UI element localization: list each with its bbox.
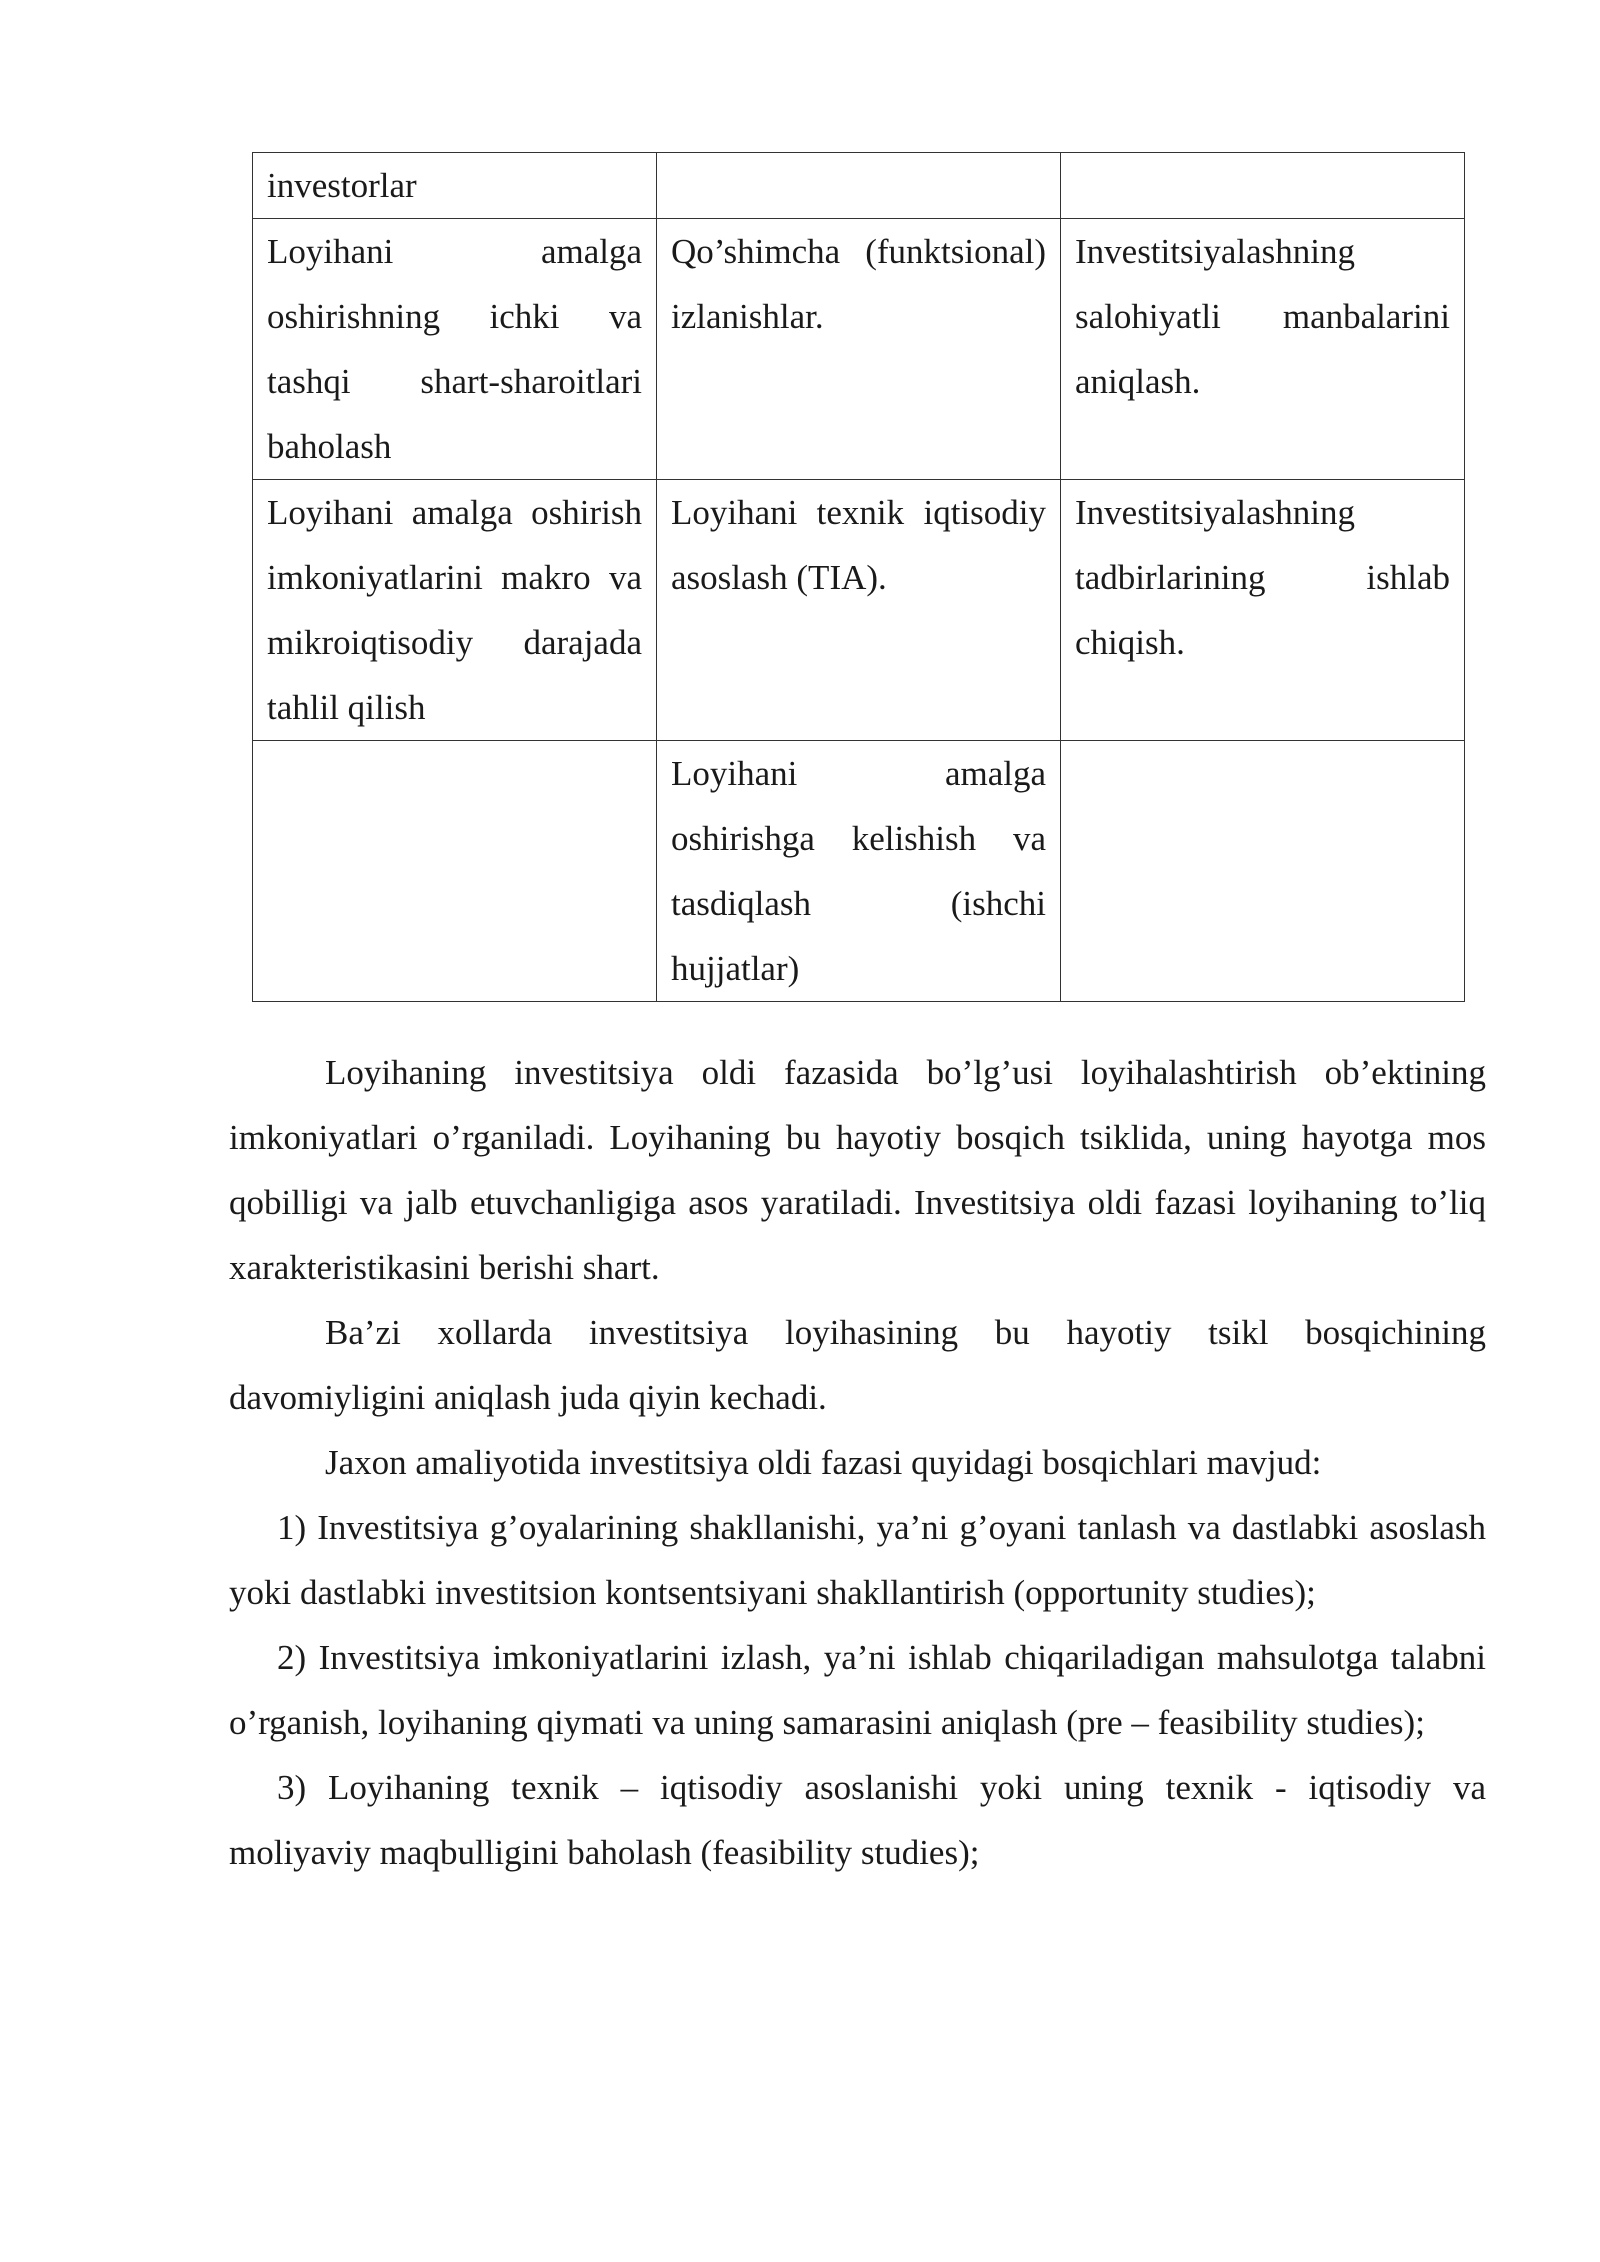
paragraph: Loyihaning investitsiya oldi fazasida bo’lg’usi loyihalashtirish ob’ektining imkoniyatlari o’rganiladi. Loyihaning bu hayotiy bosqich tsiklida, uning hayotga mos qobilligi va jalb etuvchanligiga asos yaratiladi. Investitsiya oldi fazasi loyihaning to’liq xarakteristikasini berishi shart. (229, 1053, 1486, 1287)
table-cell: Qo’shimcha (funktsional) izlanishlar. (657, 219, 1061, 480)
table-row (253, 219, 1465, 480)
paragraph: Jaxon amaliyotida investitsiya oldi fazasi quyidagi bosqichlari mavjud: (325, 1443, 1322, 1482)
table-cell (657, 153, 1061, 219)
table-cell: Loyihani texnik iqtisodiy asoslash (TIA). (657, 480, 1061, 741)
table-row (253, 741, 1465, 1002)
table-cell (1061, 741, 1465, 1002)
table-cell (1061, 153, 1465, 219)
table-cell: Loyihani amalga oshirishning ichki va tashqi shart-sharoitlari baholash (253, 219, 657, 480)
list-item: 3) Loyihaning texnik – iqtisodiy asoslanishi yoki uning texnik - iqtisodiy va moliyaviy maqbulligini baholash (feasibility studies); (229, 1768, 1486, 1872)
paragraph: Ba’zi xollarda investitsiya loyihasining bu hayotiy tsikl bosqichining davomiyligini aniqlash juda qiyin kechadi. (229, 1313, 1486, 1417)
stages-table (252, 152, 1465, 1002)
body-text (229, 1040, 1486, 1885)
table-cell: Investitsiyalashning tadbirlarining ishlab chiqish. (1061, 480, 1465, 741)
table-cell (253, 741, 657, 1002)
list-item: 1) Investitsiya g’oyalarining shakllanishi, ya’ni g’oyani tanlash va dastlabki asoslash yoki dastlabki investitsion kontsentsiyani shakllantirish (opportunity studies); (229, 1508, 1486, 1612)
table-row (253, 480, 1465, 741)
table-cell: Loyihani amalga oshirish imkoniyatlarini makro va mikroiqtisodiy darajada tahlil qilish (253, 480, 657, 741)
table-cell: investorlar (253, 153, 657, 219)
table-cell: Loyihani amalga oshirishga kelishish va tasdiqlash (ishchi hujjatlar) (657, 741, 1061, 1002)
list-item: 2) Investitsiya imkoniyatlarini izlash, ya’ni ishlab chiqariladigan mahsulotga talabni o’rganish, loyihaning qiymati va uning samarasini aniqlash (pre – feasibility studies); (229, 1638, 1486, 1742)
table-cell: Investitsiyalashning salohiyatli manbalarini aniqlash. (1061, 219, 1465, 480)
table-row (253, 153, 1465, 219)
